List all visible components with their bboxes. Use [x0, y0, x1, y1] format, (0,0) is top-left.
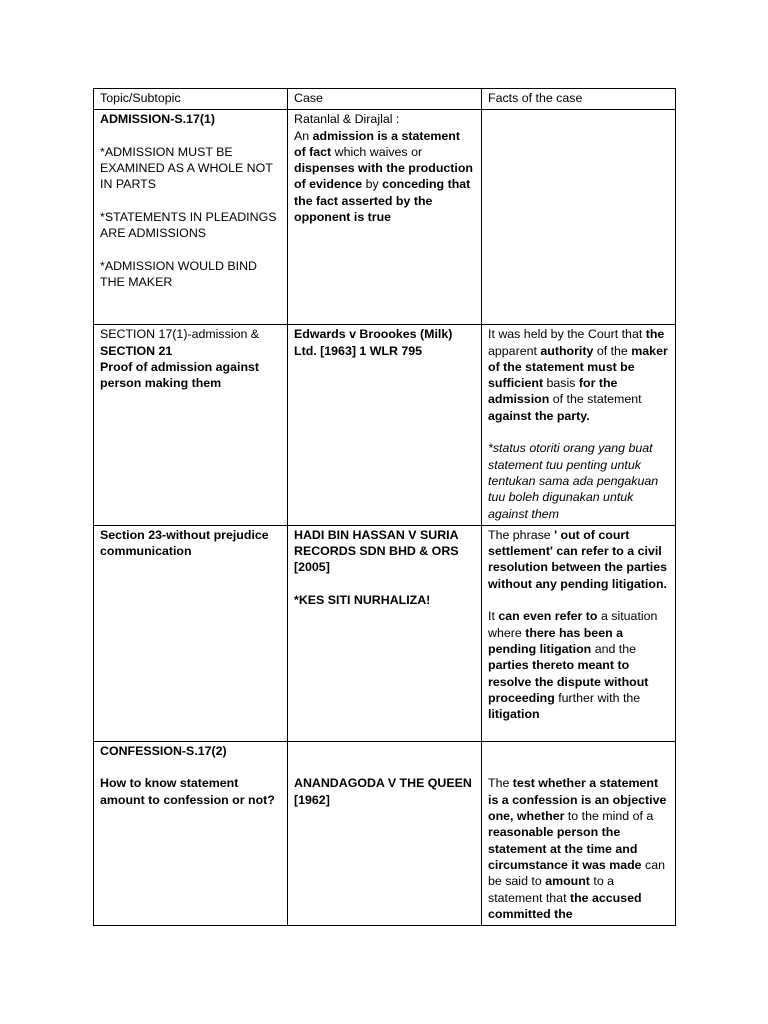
facts-cell — [482, 325, 676, 526]
topic-title: Section 23-without prejudice communication — [100, 527, 269, 559]
table-row — [94, 741, 676, 925]
case-note: *KES SITI NURHALIZA! — [294, 593, 431, 608]
facts-text: The phrase ' out of court settlement' can refer to a civil resolution between the parties without any pending litigation. — [488, 527, 668, 591]
topic-cell — [94, 110, 288, 325]
header-facts: Facts of the case — [482, 89, 676, 110]
facts-cell — [482, 741, 676, 925]
facts-text: It was held by the Court that the apparent authority of the maker of the statement must be sufficient basis for the admission of the statement against the party. — [488, 327, 668, 423]
topic-subtitle: Proof of admission against person making them — [100, 359, 260, 391]
facts-text: It can even refer to a situation where there has been a pending litigation and the parties thereto meant to resolve the dispute without proceeding further with the litigation — [488, 609, 658, 722]
topic-title: ADMISSION-S.17(1) — [100, 112, 215, 127]
topic-point: *ADMISSION WOULD BIND THE MAKER — [100, 258, 257, 290]
topic-cell — [94, 741, 288, 925]
header-row — [94, 89, 676, 110]
header-topic: Topic/Subtopic — [94, 89, 288, 110]
facts-note: *status otoriti orang yang buat statement tuu penting untuk tentukan sama ada pengakuan tuu boleh digunakan untuk against them — [488, 441, 659, 521]
case-author: Ratanlal & Dirajlal : — [294, 112, 400, 127]
header-case: Case — [288, 89, 482, 110]
case-name: Edwards v Broookes (Milk) Ltd. [1963] 1 WLR 795 — [294, 327, 453, 358]
table-row — [94, 110, 676, 325]
case-cell — [288, 525, 482, 741]
case-cell — [288, 741, 482, 925]
topic-point: *ADMISSION MUST BE EXAMINED AS A WHOLE NOT IN PARTS — [100, 144, 273, 192]
topic-question: How to know statement amount to confession or not? — [100, 776, 275, 807]
topic-title: CONFESSION-S.17(2) — [100, 743, 227, 758]
topic-cell — [94, 525, 288, 741]
case-name: HADI BIN HASSAN V SURIA RECORDS SDN BHD & ORS [2005] — [294, 527, 459, 575]
case-definition: An admission is a statement of fact which waives or dispenses with the production of evidence by conceding that the fact asserted by the opponent is true — [294, 128, 473, 225]
case-name: ANANDAGODA V THE QUEEN [1962] — [294, 776, 472, 807]
topic-cell — [94, 325, 288, 526]
facts-cell — [482, 110, 676, 325]
topic-point: *STATEMENTS IN PLEADINGS ARE ADMISSIONS — [100, 210, 277, 241]
case-cell — [288, 325, 482, 526]
facts-cell — [482, 525, 676, 741]
table-row — [94, 325, 676, 526]
facts-text: The test whether a statement is a confession is an objective one, whether to the mind of a reasonable person the statement at the time and circumstance it was made can be said to amount to a statement that the accused committed the — [488, 776, 667, 921]
topic-text: SECTION 17(1)-admission & SECTION 21 — [100, 327, 260, 358]
table-row — [94, 525, 676, 741]
case-notes-table — [93, 88, 676, 926]
case-cell — [288, 110, 482, 325]
